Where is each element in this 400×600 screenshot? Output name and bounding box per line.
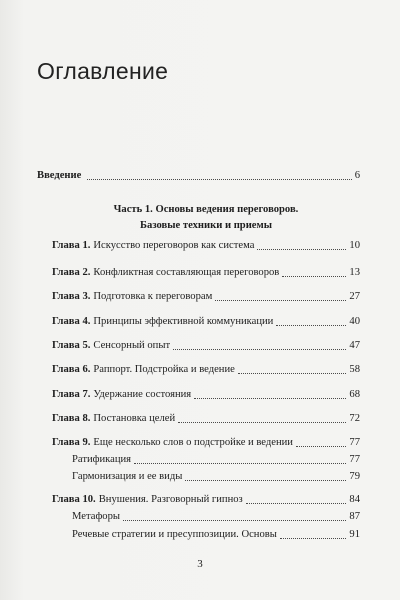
entry-page: 68 — [349, 389, 360, 400]
entry-title: Удержание состояния — [93, 389, 192, 400]
dot-leader — [194, 397, 346, 399]
toc-entry — [52, 491, 360, 507]
dot-leader — [173, 348, 346, 350]
entry-title: Метафоры — [72, 511, 121, 522]
entry-title: Принципы эффективной коммуникации — [93, 316, 274, 327]
dot-leader — [185, 479, 346, 481]
entry-label: Глава 8. — [52, 413, 91, 424]
toc-subentry — [72, 468, 360, 484]
entry-title: Внушения. Разговорный гипноз — [98, 494, 243, 505]
toc-entry — [52, 337, 360, 353]
toc-subentry — [72, 526, 360, 542]
entry-page: 84 — [349, 494, 360, 505]
entry-label: Глава 5. — [52, 340, 91, 351]
entry-label: Глава 6. — [52, 364, 91, 375]
dot-leader — [282, 275, 346, 277]
entry-page: 79 — [349, 471, 360, 482]
entry-title: Постановка целей — [93, 413, 176, 424]
dot-leader — [87, 178, 351, 180]
entry-title: Сенсорный опыт — [93, 340, 171, 351]
dot-leader — [215, 299, 346, 301]
toc-entry — [52, 264, 360, 280]
entry-title: Раппорт. Подстройка и ведение — [93, 364, 235, 375]
entry-label: Глава 9. — [52, 437, 91, 448]
dot-leader — [296, 445, 346, 447]
toc-entry — [52, 313, 360, 329]
dot-leader — [276, 324, 346, 326]
entry-label: Глава 3. — [52, 291, 91, 302]
toc-entry — [52, 410, 360, 426]
dot-leader — [257, 248, 346, 250]
entry-page: 27 — [349, 291, 360, 302]
part-heading-line-2: Базовые техники и приемы — [140, 220, 272, 231]
entry-page: 13 — [349, 267, 360, 278]
dot-leader — [178, 421, 346, 423]
entry-title: Конфликтная составляющая переговоров — [93, 267, 280, 278]
dot-leader — [246, 502, 347, 504]
entry-page: 87 — [349, 511, 360, 522]
entry-title: Речевые стратегии и пресуппозиции. Основы — [72, 529, 277, 540]
dot-leader — [123, 519, 346, 521]
entry-page: 6 — [354, 170, 360, 181]
entry-page: 58 — [349, 364, 360, 375]
toc-subentry — [72, 508, 360, 524]
entry-title: Искусство переговоров как система — [93, 240, 255, 251]
part-heading-line-1: Часть 1. Основы ведения переговоров. — [113, 204, 299, 215]
entry-label: Глава 10. — [52, 494, 96, 505]
entry-label: Введение — [37, 170, 82, 181]
entry-page: 10 — [349, 240, 360, 251]
entry-page: 40 — [349, 316, 360, 327]
page-number: 3 — [197, 558, 203, 570]
toc-entry — [52, 386, 360, 402]
toc-entry — [52, 288, 360, 304]
dot-leader — [280, 537, 347, 539]
entry-title: Еще несколько слов о подстройке и ведении — [93, 437, 293, 448]
entry-label: Глава 4. — [52, 316, 91, 327]
toc-entry-intro — [37, 167, 360, 183]
toc-entry — [52, 361, 360, 377]
toc-entry — [52, 434, 360, 450]
entry-page: 77 — [349, 437, 360, 448]
entry-label: Глава 1. — [52, 240, 91, 251]
entry-page: 77 — [349, 454, 360, 465]
entry-page: 72 — [349, 413, 360, 424]
page-title: Оглавление — [37, 58, 169, 84]
entry-title: Подготовка к переговорам — [93, 291, 213, 302]
dot-leader — [238, 372, 347, 374]
entry-page: 47 — [349, 340, 360, 351]
entry-label: Глава 7. — [52, 389, 91, 400]
entry-title: Ратификация — [72, 454, 132, 465]
toc-subentry — [72, 451, 360, 467]
dot-leader — [134, 462, 346, 464]
entry-page: 91 — [349, 529, 360, 540]
entry-label: Глава 2. — [52, 267, 91, 278]
toc-entry — [52, 237, 360, 253]
entry-title: Гармонизация и ее виды — [72, 471, 183, 482]
